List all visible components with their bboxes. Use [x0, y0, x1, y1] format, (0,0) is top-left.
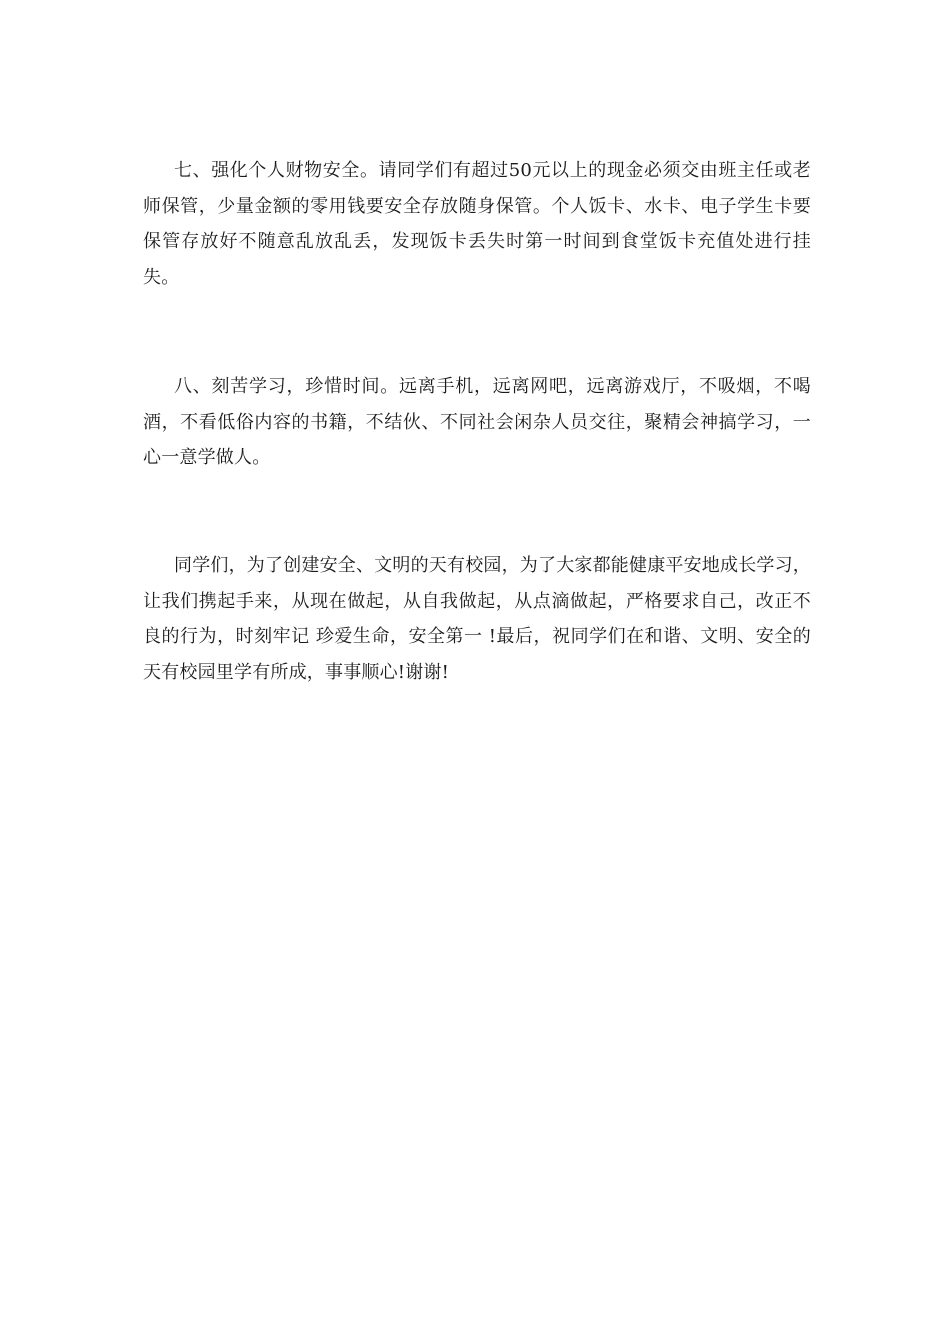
paragraph-study-hard: 八、刻苦学习，珍惜时间。远离手机，远离网吧，远离游戏厅，不吸烟，不喝酒，不看低俗内容的书籍，不结伙、不同社会闲杂人员交往，聚精会神搞学习，一心一意学做人。	[143, 376, 811, 468]
paragraph-property-safety: 七、强化个人财物安全。请同学们有超过50元以上的现金必须交由班主任或老师保管，少量金额的零用钱要安全存放随身保管。个人饭卡、水卡、电子学生卡要保管存放好不随意乱放乱丢，发现饭卡丢失时第一时间到食堂饭卡充值处进行挂失。	[143, 160, 811, 288]
paragraph-closing-remarks: 同学们，为了创建安全、文明的天有校园，为了大家都能健康平安地成长学习，让我们携起手来，从现在做起，从自我做起，从点滴做起，严格要求自己，改正不良的行为，时刻牢记 珍爱生命，安全第一 !最后，祝同学们在和谐、文明、安全的天有校园里学有所成，事事顺心!谢谢!	[143, 555, 811, 683]
